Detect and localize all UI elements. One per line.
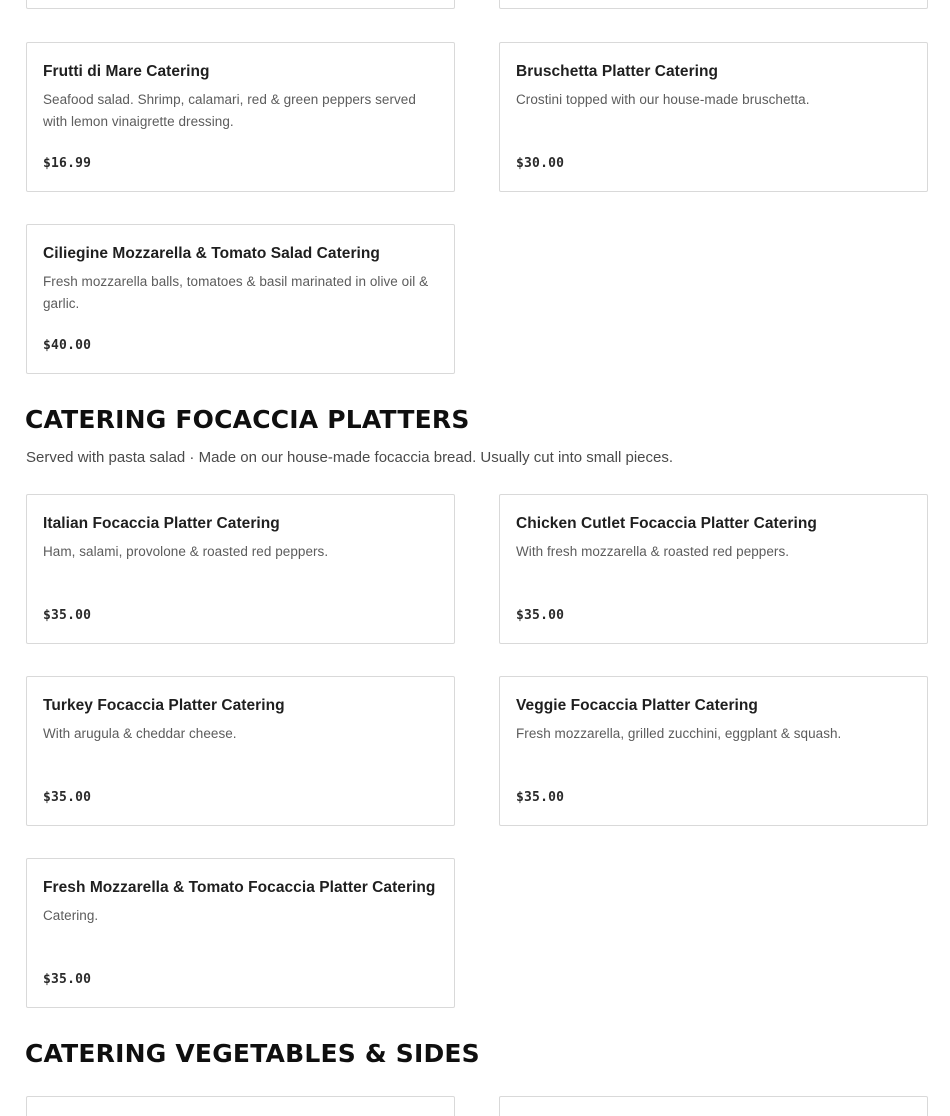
menu-item-name: Fresh Mozzarella & Tomato Focaccia Platter Catering xyxy=(43,879,436,896)
menu-item-price: $35.00 xyxy=(516,790,565,805)
menu-item-name: Veggie Focaccia Platter Catering xyxy=(516,697,758,714)
menu-item-price: $30.00 xyxy=(516,156,565,171)
menu-item-card[interactable] xyxy=(499,676,928,826)
menu-item-card[interactable] xyxy=(26,858,455,1008)
menu-item-card-partial[interactable] xyxy=(26,0,455,9)
menu-item-card[interactable] xyxy=(26,494,455,644)
section-title-vegetables-sides: CATERING VEGETABLES & SIDES xyxy=(25,1039,480,1068)
menu-item-description: Crostini topped with our house-made bruschetta. xyxy=(516,92,810,107)
menu-item-price: $40.00 xyxy=(43,338,92,353)
menu-item-name: Turkey Focaccia Platter Catering xyxy=(43,697,285,714)
menu-item-price: $35.00 xyxy=(43,608,92,623)
menu-item-card[interactable] xyxy=(26,42,455,192)
menu-item-name: Chicken Cutlet Focaccia Platter Catering xyxy=(516,515,817,532)
menu-item-name: Italian Focaccia Platter Catering xyxy=(43,515,280,532)
menu-item-description: Ham, salami, provolone & roasted red peppers. xyxy=(43,544,329,559)
menu-item-description: Fresh mozzarella, grilled zucchini, eggplant & squash. xyxy=(516,726,842,741)
menu-item-card[interactable] xyxy=(499,42,928,192)
menu-item-card-partial[interactable] xyxy=(499,1096,928,1116)
menu-item-card-partial[interactable] xyxy=(499,0,928,9)
menu-item-price: $35.00 xyxy=(43,790,92,805)
section-title-focaccia-platters: CATERING FOCACCIA PLATTERS xyxy=(25,405,470,434)
menu-item-description: Seafood salad. Shrimp, calamari, red & green peppers served with lemon vinaigrette dressing. xyxy=(43,92,416,129)
menu-item-description: Fresh mozzarella balls, tomatoes & basil marinated in olive oil & garlic. xyxy=(43,274,429,311)
menu-item-description: Catering. xyxy=(43,908,99,923)
menu-item-price: $35.00 xyxy=(516,608,565,623)
menu-item-name: Bruschetta Platter Catering xyxy=(516,63,719,80)
menu-item-description: With arugula & cheddar cheese. xyxy=(43,726,237,741)
menu-item-card-partial[interactable] xyxy=(26,1096,455,1116)
section-subtitle: Served with pasta salad · Made on our house-made focaccia bread. Usually cut into small pieces. xyxy=(26,449,673,466)
menu-item-card[interactable] xyxy=(26,676,455,826)
menu-item-price: $35.00 xyxy=(43,972,92,987)
menu-item-description: With fresh mozzarella & roasted red peppers. xyxy=(516,544,790,559)
menu-item-name: Frutti di Mare Catering xyxy=(43,63,210,80)
menu-item-card[interactable] xyxy=(26,224,455,374)
menu-item-price: $16.99 xyxy=(43,156,92,171)
menu-item-card[interactable] xyxy=(499,494,928,644)
menu-item-name: Ciliegine Mozzarella & Tomato Salad Catering xyxy=(43,245,380,262)
